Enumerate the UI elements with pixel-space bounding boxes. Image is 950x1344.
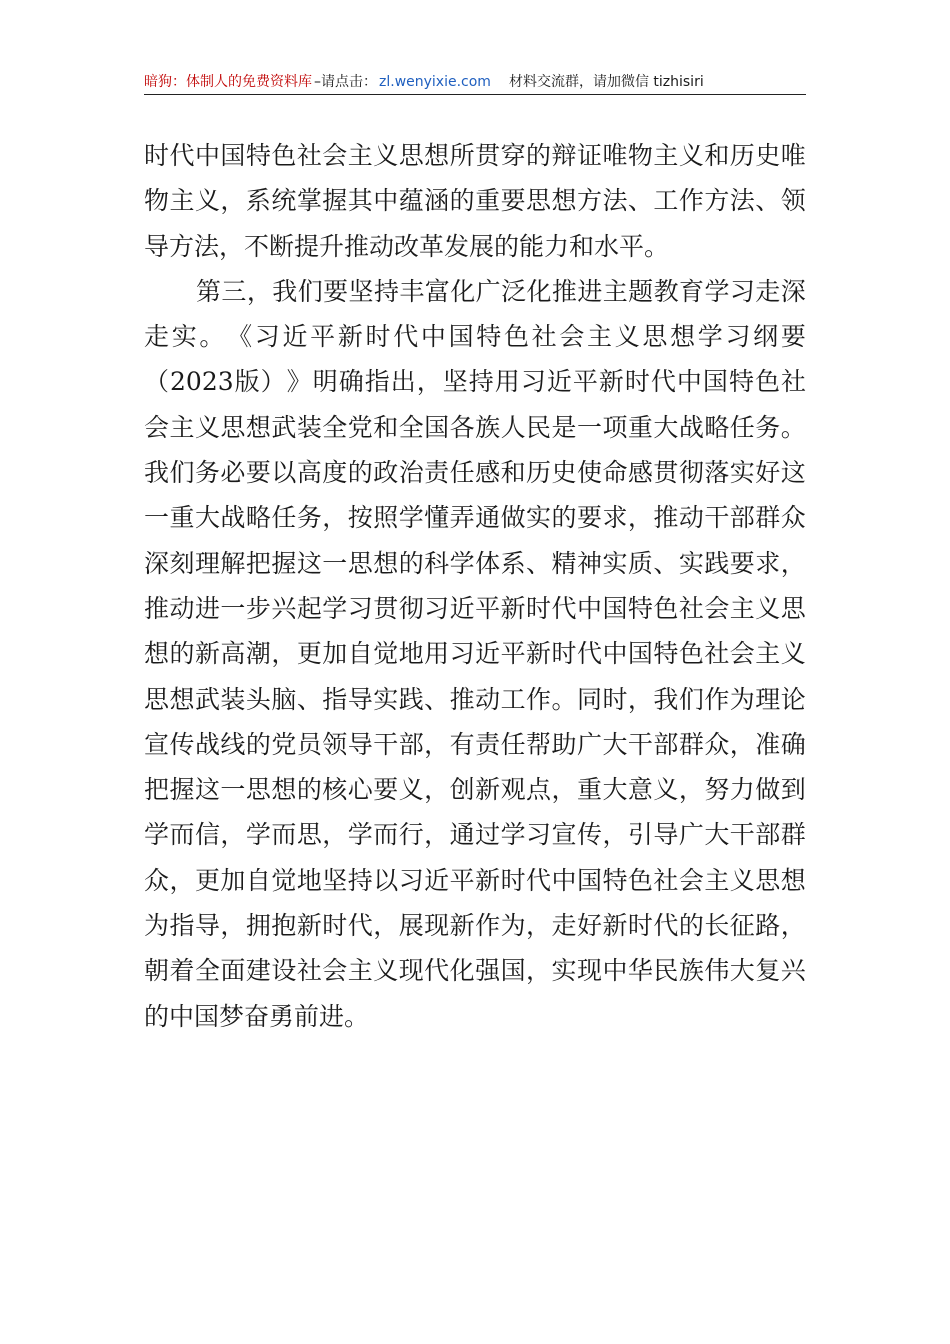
text-line: 想 的 新 高 潮 ， 更 加 自 觉 地 用 习 近 平 新 时 代 中 国 特 色 社 会 主 义 [144, 639, 806, 669]
text-line: 会 主 义 思 想 武 装 全 党 和 全 国 各 族 人 民 是 一 项 重 大 战 略 任 务 。 [144, 412, 806, 442]
text-line: 宣 传 战 线 的 党 员 领 导 干 部 ， 有 责 任 帮 助 广 大 干 部 群 众 ， 准 确 [144, 729, 806, 759]
text-line: 把 握 这 一 思 想 的 核 心 要 义 ， 创 新 观 点 ， 重 大 意 义 ， 努 力 做 到 [144, 775, 806, 805]
text-line: 的中国梦奋勇前进。 [144, 1001, 370, 1031]
document-body [144, 133, 806, 1039]
text-line: 深 刻 理 解 把 握 这 一 思 想 的 科 学 体 系 、 精 神 实 质 、 实 践 要 求 ， [144, 548, 806, 578]
text-line: （ 2023 版 ） 》 明 确 指 出 ， 坚 持 用 习 近 平 新 时 代 中 国 特 色 社 [144, 367, 806, 397]
text-line: 推 动 进 一 步 兴 起 学 习 贯 彻 习 近 平 新 时 代 中 国 特 色 社 会 主 义 思 [144, 593, 806, 623]
text-line: 一 重 大 战 略 任 务 ， 按 照 学 懂 弄 通 做 实 的 要 求 ， 推 动 干 部 群 众 [144, 503, 806, 533]
text-line: 众 ， 更 加 自 觉 地 坚 持 以 习 近 平 新 时 代 中 国 特 色 社 会 主 义 思 想 [144, 865, 806, 895]
text-line: 导方法，不断提升推动改革发展的能力和水平。 [144, 231, 670, 261]
text-line: 学 而 信 ， 学 而 思 ， 学 而 行 ， 通 过 学 习 宣 传 ， 引 导 广 大 干 部 群 [144, 820, 806, 850]
page-header [144, 70, 806, 95]
text-line: 朝 着 全 面 建 设 社 会 主 义 现 代 化 强 国 ， 实 现 中 华 民 族 伟 大 复 兴 [144, 956, 806, 986]
text-line: 为 指 导 ， 拥 抱 新 时 代 ， 展 现 新 作 为 ， 走 好 新 时 代 的 长 征 路 ， [144, 911, 806, 941]
header-group-info: 材料交流群，请加微信 tizhisiri [508, 74, 704, 90]
text-line: 思 想 武 装 头 脑 、 指 导 实 践 、 推 动 工 作 。 同 时 ， 我 们 作 为 理 论 [144, 684, 806, 714]
text-line: 我 们 务 必 要 以 高 度 的 政 治 责 任 感 和 历 史 使 命 感 贯 彻 落 实 好 这 [144, 458, 806, 488]
header-prompt: –请点击： [314, 74, 377, 90]
text-line: 物 主 义 ， 系 统 掌 握 其 中 蕴 涵 的 重 要 思 想 方 法 、 工 作 方 法 、 领 [144, 186, 806, 216]
paragraph-start-line: 第 三 ， 我 们 要 坚 持 丰 富 化 广 泛 化 推 进 主 题 教 育 学 习 走 深 [196, 276, 806, 306]
text-line: 时 代 中 国 特 色 社 会 主 义 思 想 所 贯 穿 的 辩 证 唯 物 主 义 和 历 史 唯 [144, 141, 806, 170]
header-link[interactable]: zl.wenyixie.com [379, 74, 491, 90]
header-brand: 暗狗：体制人的免费资料库 [144, 74, 312, 90]
text-line: 走 实 。 《 习 近 平 新 时 代 中 国 特 色 社 会 主 义 思 想 学 习 纲 要 [144, 322, 806, 352]
